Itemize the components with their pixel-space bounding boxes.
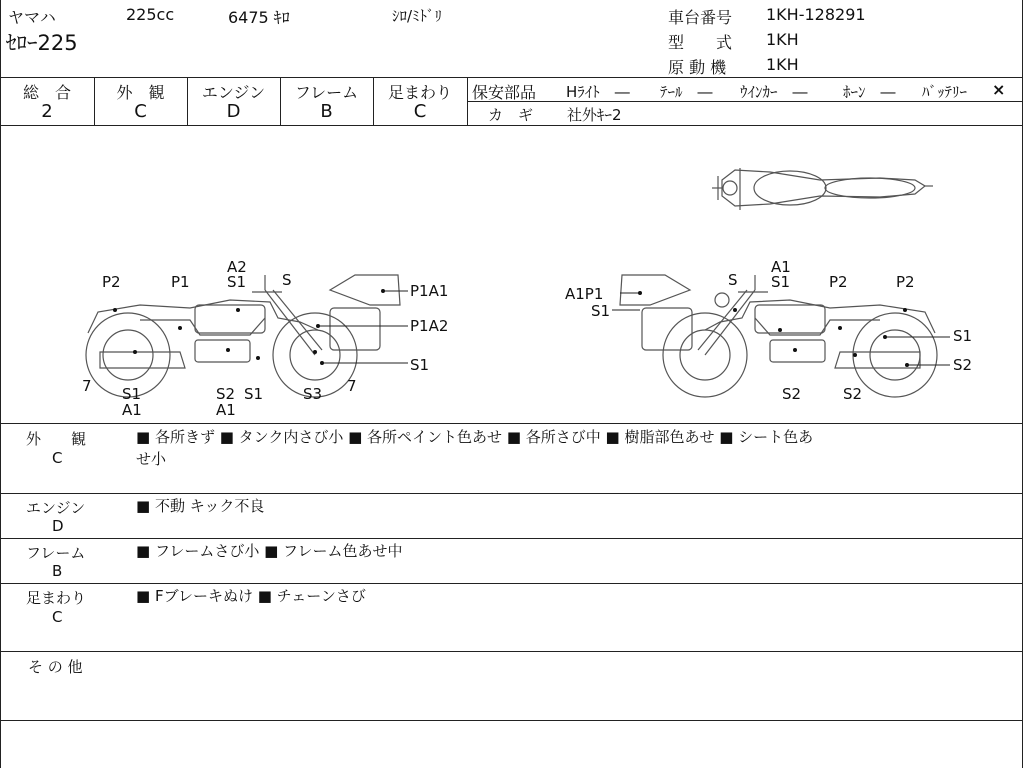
grade-suspension-label: 足まわり	[387, 83, 452, 102]
divider-engine	[0, 538, 1023, 539]
diagram-label: S2	[782, 385, 802, 403]
diagram-label: S1	[227, 273, 247, 291]
diagram-label: P2	[829, 273, 848, 291]
grade-frame-label: フレーム	[294, 83, 359, 102]
grade-suspension-value: C	[413, 101, 427, 122]
section-suspension-label: 足まわり	[26, 589, 87, 607]
divider-frame	[0, 583, 1023, 584]
engine-model-label: 原 動 機	[668, 58, 727, 77]
safety-battery-mark: ×	[992, 80, 1006, 99]
section-engine-label: エンジン	[26, 499, 86, 517]
chassis-label: 車台番号	[668, 8, 733, 27]
diagram-label: S1	[410, 356, 430, 374]
diagram-label: P1A2	[410, 317, 449, 335]
section-engine-text: ■ 不動 キック不良	[136, 497, 265, 515]
diagram-label: P2	[896, 273, 915, 291]
displacement: 225cc	[126, 5, 175, 24]
diagram-label: A1	[122, 401, 142, 419]
safety-taillight: ﾃｰﾙ ―	[660, 83, 713, 101]
section-frame-text: ■ フレームさび小 ■ フレーム色あせ中	[136, 542, 403, 560]
grade-exterior-label: 外 観	[116, 83, 165, 102]
divider-suspension	[0, 651, 1023, 652]
diagram-label: S1	[591, 302, 611, 320]
type-value: 1KH	[766, 30, 799, 49]
section-frame-label: フレーム	[26, 544, 86, 562]
grade-engine-label: エンジン	[201, 83, 266, 102]
grade-frame-value: B	[320, 101, 333, 122]
grade-engine-value: D	[226, 101, 241, 122]
safety-winker: ｳｲﾝｶｰ ―	[740, 83, 808, 101]
safety-label: 保安部品	[472, 83, 537, 102]
section-exterior-text-2: せ小	[136, 450, 167, 468]
grade-exterior-value: C	[134, 101, 147, 122]
engine-model-value: 1KH	[766, 55, 799, 74]
diagram-label: S1	[244, 385, 264, 403]
chassis-value: 1KH-128291	[766, 5, 866, 24]
diagram-label: P1	[171, 273, 190, 291]
diagram-label: P1A1	[410, 282, 449, 300]
divider-other	[0, 720, 1023, 721]
diagram-label: A2	[227, 258, 247, 276]
safety-battery: ﾊﾞｯﾃﾘｰ	[922, 83, 968, 101]
model-name: ｾﾛｰ225	[6, 31, 78, 55]
diagram-label: S2	[843, 385, 863, 403]
diagram-label: S2	[953, 356, 973, 374]
section-other-label: そ の 他	[28, 658, 83, 676]
section-engine-grade: D	[52, 517, 64, 535]
section-exterior-label: 外 観	[26, 430, 87, 448]
diagram-label: S1	[771, 273, 791, 291]
diagram-label: A1	[216, 401, 236, 419]
color: ｼﾛ/ﾐﾄﾞﾘ	[392, 7, 443, 25]
divider-header	[0, 77, 1023, 78]
motorcycle-diagram	[0, 125, 1024, 425]
diagram-label: 7	[347, 377, 357, 395]
diagram-label: S	[728, 271, 738, 289]
diagram-label: S	[282, 271, 292, 289]
grade-sep-5	[467, 77, 468, 125]
type-label: 型 式	[668, 33, 733, 52]
key-value: 社外ｷｰ2	[567, 106, 622, 124]
grade-overall-label: 総 合	[22, 83, 71, 102]
diagram-label: A1	[771, 258, 791, 276]
section-exterior-grade: C	[52, 449, 63, 467]
mileage: 6475 ｷﾛ	[228, 8, 290, 27]
maker: ヤマハ	[8, 8, 56, 27]
section-frame-grade: B	[52, 562, 63, 580]
diagram-label: S3	[303, 385, 323, 403]
grade-overall-value: 2	[41, 101, 53, 122]
section-exterior-text-1: ■ 各所きず ■ タンク内さび小 ■ 各所ペイント色あせ ■ 各所さび中 ■ 樹脂部色あせ ■ シート色あ	[136, 428, 814, 446]
safety-horn: ﾎｰﾝ ―	[843, 83, 896, 101]
motorcycle-right-view	[620, 275, 937, 397]
section-suspension-grade: C	[52, 608, 63, 626]
diagram-label: P2	[102, 273, 121, 291]
diagram-label: 7	[82, 377, 92, 395]
diagram-label: S1	[953, 327, 973, 345]
diagram-label: S2	[216, 385, 236, 403]
motorcycle-top-view	[712, 168, 933, 210]
key-label: カ ギ	[488, 106, 534, 124]
diagram-label: S1	[122, 385, 142, 403]
diagram-label: A1P1	[565, 285, 604, 303]
divider-exterior	[0, 493, 1023, 494]
section-suspension-text: ■ Fブレーキぬけ ■ チェーンさび	[136, 587, 366, 605]
safety-headlight: Hﾗｲﾄ ―	[566, 83, 630, 101]
